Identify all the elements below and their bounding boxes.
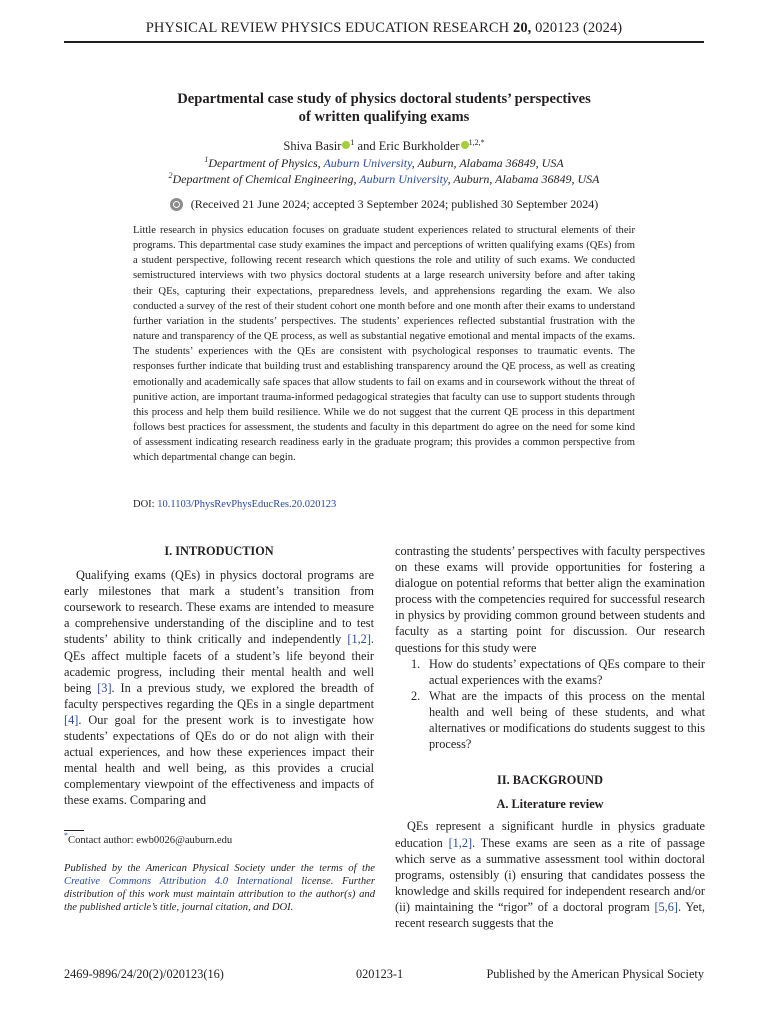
affiliation-1-mark: 1 xyxy=(204,155,209,164)
citation-link[interactable]: [1,2] xyxy=(448,835,473,850)
list-text: How do students’ expectations of QEs compare to their actual experiences with the exams? xyxy=(429,656,705,687)
background-text: QEs represent a significant hurdle in physics graduate education xyxy=(395,819,705,850)
article-number: 020123 (2024) xyxy=(535,20,623,36)
affiliation-1-institution-link[interactable]: Auburn University xyxy=(323,156,412,170)
orcid-icon[interactable] xyxy=(461,141,469,149)
title-line-2: of written qualifying exams xyxy=(298,109,470,125)
list-text: What are the impacts of this process on the mental health and well being of these students, and what alternatives or modifications do students suggest to this process? xyxy=(429,688,705,752)
author-conjunction: and xyxy=(354,139,379,153)
journal-name: PHYSICAL REVIEW PHYSICS EDUCATION RESEARCH xyxy=(145,20,510,36)
received-text: (Received 21 June 2024; accepted 3 September 2024; published 30 September 2024) xyxy=(190,197,599,211)
research-questions xyxy=(395,656,705,753)
affiliation-2-location: , Auburn, Alabama 36849, USA xyxy=(447,172,600,186)
publication-dates xyxy=(100,197,668,212)
doi-line xyxy=(133,499,336,510)
affiliation-2-institution-link[interactable]: Auburn University xyxy=(359,172,448,186)
footnote xyxy=(64,831,375,847)
section-heading-introduction: I. INTRODUCTION xyxy=(164,544,274,558)
license-text: Published by the American Physical Society under the terms of the xyxy=(64,863,375,874)
list-number: 2. xyxy=(411,688,421,703)
right-column xyxy=(395,543,705,931)
citation-link[interactable]: [5,6] xyxy=(654,899,678,914)
author-list xyxy=(100,139,668,154)
footer-publisher: Published by the American Physical Society xyxy=(486,967,704,981)
journal-volume: 20, xyxy=(512,20,532,36)
left-column xyxy=(64,543,374,809)
affiliation-2-dept: Department of Chemical Engineering, xyxy=(172,172,360,186)
affiliation-2-mark: 2 xyxy=(168,171,173,180)
intro-text: Qualifying exams (QEs) in physics doctoral programs are early milestones that mark a student’s transition from coursework to research. These exams are intended to measure a comprehensive understanding of the discipline and to test students’ ability to think critically and independently xyxy=(64,568,374,647)
list-number: 1. xyxy=(411,656,421,671)
footnote-mark: * xyxy=(64,831,68,840)
list-item xyxy=(395,656,705,688)
background-text: . These exams are seen as a rite of passage which serve as a summative assessment tool within doctoral programs, ostensibly (i) ensuring that candidates possess the knowledge and skills required for independent research and/or (ii) maintaining the “rigor” of a doctoral program xyxy=(395,835,705,914)
footnote-text: Contact author: ewb0026@auburn.edu xyxy=(68,835,233,846)
citation-link[interactable]: [4] xyxy=(64,712,79,727)
citation-link[interactable]: [3] xyxy=(97,680,112,695)
affiliation-2 xyxy=(90,172,678,187)
doi-label: DOI: xyxy=(133,499,158,510)
intro-text: . Our goal for the present work is to investigate how students’ expectations of QEs do or do not align with their actual experiences, and how these experiences impact their mental health and well being, as this provides a crucial complementary viewpoint of the effectiveness and impacts of these exams. Comparing and xyxy=(64,712,374,808)
citation-link[interactable]: [1,2] xyxy=(347,632,371,647)
intro-paragraph-2: contrasting the students’ perspectives with faculty perspectives on these exams will provide opportunities for fostering a dialogue on potential reforms that better align the examination process with the competencies required for successful research in physics by providing common ground between students and faculty as a starting point for discussion. Our research questions for this study were xyxy=(395,544,705,655)
affiliation-1 xyxy=(90,156,678,171)
footer-page-number: 020123-1 xyxy=(356,967,404,981)
author-2-name[interactable]: Eric Burkholder xyxy=(378,139,460,153)
author-1-affiliation-mark: 1 xyxy=(350,138,355,147)
subsection-heading-literature-review: A. Literature review xyxy=(496,797,604,812)
title-line-1: Departmental case study of physics doctoral students’ perspectives xyxy=(177,91,591,107)
license-link[interactable]: Creative Commons Attribution 4.0 International xyxy=(64,876,293,888)
list-item xyxy=(395,688,705,752)
section-heading-background: II. BACKGROUND xyxy=(497,773,603,788)
affiliation-1-location: , Auburn, Alabama 36849, USA xyxy=(411,156,564,170)
running-header xyxy=(64,20,704,42)
background-text: . Yet, recent research suggests that the xyxy=(395,899,705,930)
footer-issn: 2469-9896/24/20(2)/020123(16) xyxy=(64,967,224,981)
header-rule xyxy=(64,41,704,43)
intro-text: . In a previous study, we explored the breadth of faculty perspectives regarding the QEs in a single department xyxy=(64,680,374,711)
crossmark-icon[interactable] xyxy=(170,198,183,211)
background-paragraph-1 xyxy=(395,818,705,931)
license-text: license. Further distribution of this work must maintain attribution to the author(s) and the published article’s title, journal citation, and DOI. xyxy=(64,876,375,914)
affiliation-1-dept: Department of Physics, xyxy=(208,156,324,170)
license-notice xyxy=(64,862,375,914)
abstract: Little research in physics education focuses on graduate student experiences related to structural elements of their programs. This departmental case study examines the impact and perceptions of written qualifying exams (QEs) from a student perspective, following recent research which questions the role and utility of such exams. We conducted semistructured interviews with two physics doctoral students at a large research university before and after taking their QEs, capturing their expectations, preparedness levels, and apprehensions regarding the exam. We also conducted a survey of the rest of their student cohort one month before and one month after their exams to understand further variation in the students’ perspectives. The students’ experiences reflected substantial frustration with the nature and transparency of the QE process, as well as substantial negative emotional and mental impacts of the exams. The students’ experiences with the QEs are consistent with psychological responses to traumatic events. The responses further indicate that building trust and establishing transparency around the QE process, as well as creating emotionally and academically safe spaces that allow students to fail on exams and in coursework without the threat of punitive action, are important trauma-informed pedagogical strategies that faculty can use to support students through this process and help them build resilience. While we do not suggest that the current QE process in this department follows best practices for assessment, the students and faculty in this department do agree on the need for some kind of assessment indicating research readiness early in the graduate program; this provides a common perspective from which departmental change can begin. xyxy=(133,225,635,464)
paper-title xyxy=(110,90,658,126)
doi-link[interactable]: 10.1103/PhysRevPhysEducRes.20.020123 xyxy=(157,499,337,510)
author-1-name[interactable]: Shiva Basir xyxy=(283,139,342,153)
intro-text: . QEs affect multiple facets of a student’s life beyond their academic progress, including their mental health and well being xyxy=(64,632,374,695)
author-2-affiliation-mark: 1,2,* xyxy=(468,138,485,147)
intro-paragraph-1 xyxy=(64,567,374,808)
